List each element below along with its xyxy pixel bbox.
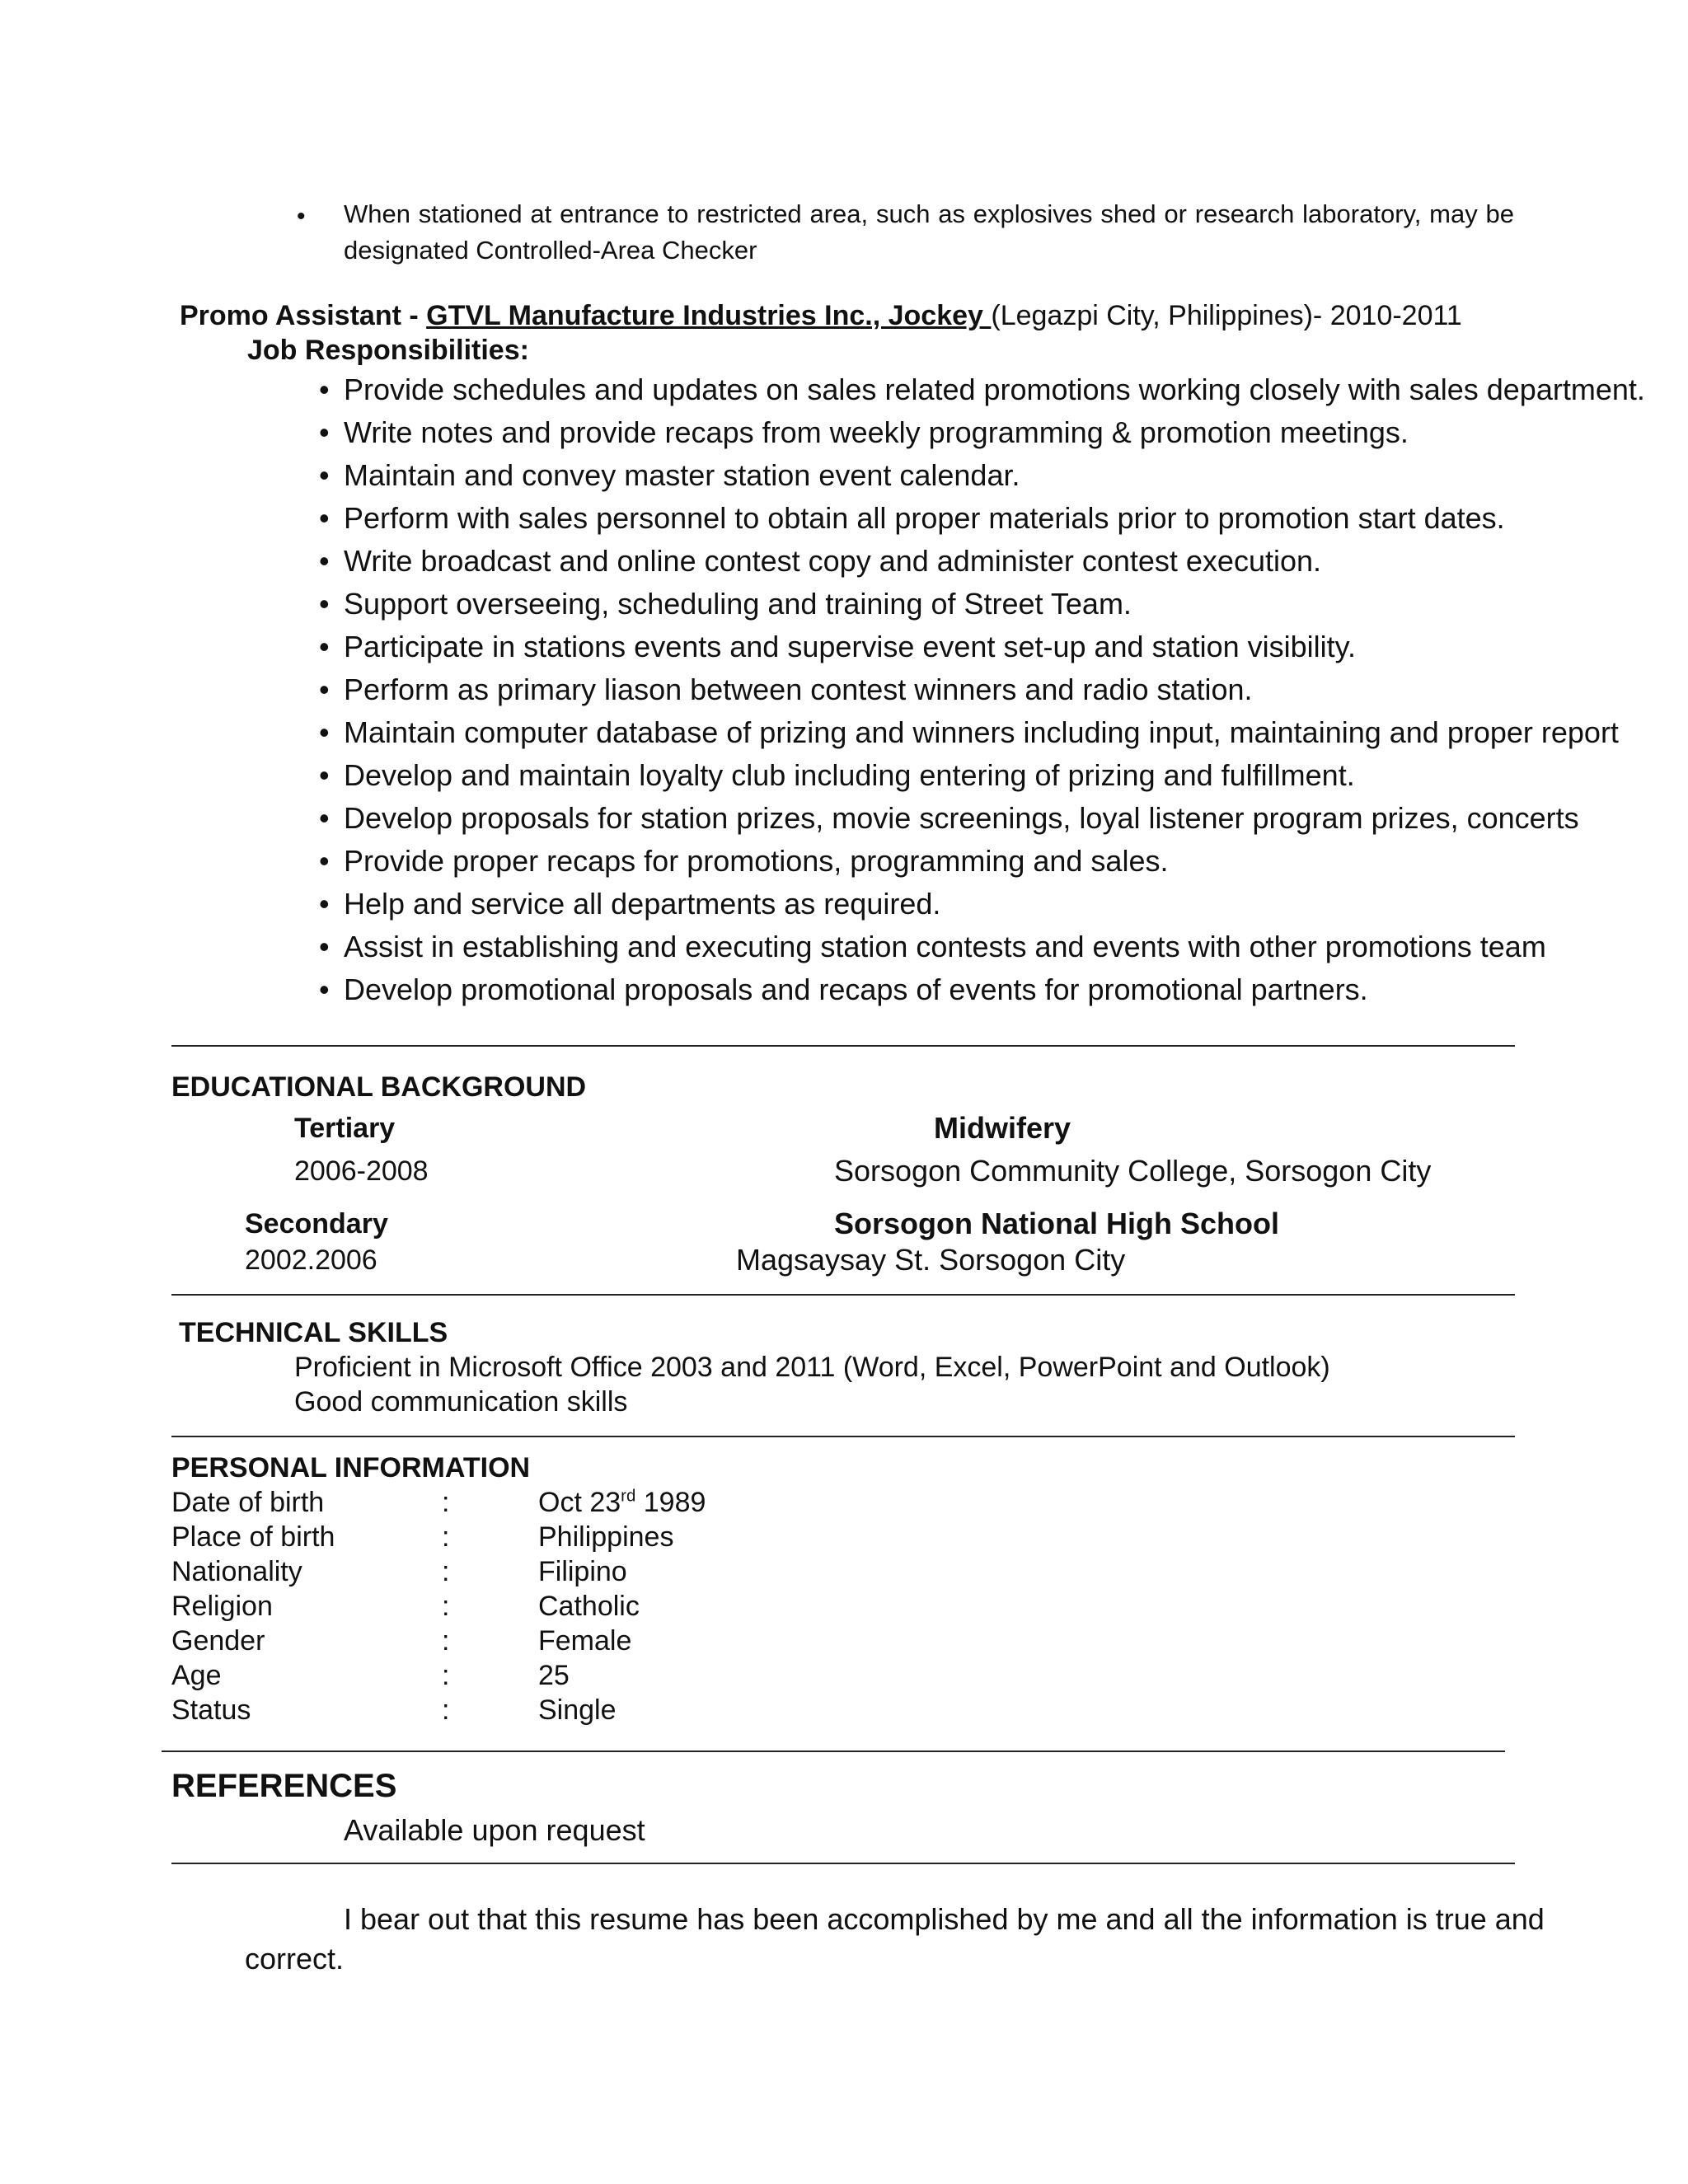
status-label: Status [171, 1694, 251, 1726]
list-item: • Perform with sales personnel to obtain all proper materials prior to promotion start dates. [319, 501, 1505, 535]
secondary-years: 2002.2006 [245, 1244, 377, 1276]
list-item: • Develop promotional proposals and recaps of events for promotional partners. [319, 972, 1368, 1006]
job-header [180, 300, 1462, 332]
personal-heading: PERSONAL INFORMATION [171, 1452, 531, 1483]
list-item: • Assist in establishing and executing station contests and events with other promotions team [319, 930, 1546, 963]
list-item: • Provide proper recaps for promotions, programming and sales. [319, 844, 1169, 878]
religion-value: Catholic [538, 1591, 640, 1622]
declaration-line-2: correct. [245, 1942, 345, 1975]
separator: : [442, 1521, 450, 1553]
bullet-dot: • [319, 715, 330, 749]
list-item: • Write broadcast and online contest copy and administer contest execution. [319, 544, 1322, 578]
job-title: Promo Assistant - [180, 300, 427, 331]
age-label: Age [171, 1660, 222, 1691]
list-item: • Develop and maintain loyalty club including entering of prizing and fulfillment. [319, 758, 1355, 792]
list-item: • Support overseeing, scheduling and training of Street Team. [319, 587, 1132, 621]
intro-bullet-text: When stationed at entrance to restricted area, such as explosives shed or research laboratory, may be designated Controlled-Area Checker [344, 199, 1514, 265]
age-value: 25 [538, 1660, 570, 1691]
divider [171, 1436, 1515, 1437]
bullet-dot: • [319, 415, 330, 449]
bullet-dot: • [319, 587, 330, 621]
bullet-dot: • [319, 844, 330, 878]
list-item: • Develop proposals for station prizes, movie screenings, loyal listener program prizes, concerts [319, 801, 1579, 835]
gender-value: Female [538, 1625, 632, 1657]
tertiary-school: Sorsogon Community College, Sorsogon City [834, 1154, 1432, 1188]
bullet-dot: • [319, 758, 330, 792]
nationality-label: Nationality [171, 1556, 302, 1587]
gender-label: Gender [171, 1625, 265, 1657]
bullet-dot: • [319, 501, 330, 535]
education-heading: EDUCATIONAL BACKGROUND [171, 1071, 587, 1103]
company-name: GTVL Manufacture Industries Inc., Jockey [426, 300, 992, 331]
divider [162, 1750, 1505, 1752]
bullet-dot: • [319, 544, 330, 578]
declaration-line-1: I bear out that this resume has been accomplished by me and all the information is true and [344, 1902, 1545, 1936]
bullet-dot: • [319, 673, 330, 706]
place-of-birth-label: Place of birth [171, 1521, 335, 1553]
divider [171, 1863, 1515, 1864]
status-value: Single [538, 1694, 617, 1726]
dob-label: Date of birth [171, 1487, 325, 1518]
separator: : [442, 1625, 450, 1657]
secondary-label: Secondary [245, 1208, 388, 1240]
references-heading: REFERENCES [171, 1768, 397, 1804]
tertiary-years: 2006-2008 [294, 1155, 429, 1187]
dob-value: Oct 23rd 1989 [538, 1487, 706, 1518]
bullet-dot: • [319, 930, 330, 963]
place-of-birth-value: Philippines [538, 1521, 674, 1553]
list-item: • Participate in stations events and supervise event set-up and station visibility. [319, 630, 1356, 663]
list-item: • Provide schedules and updates on sales related promotions working closely with sales department. [319, 373, 1645, 406]
bullet-dot: • [319, 972, 330, 1006]
separator: : [442, 1694, 450, 1726]
divider [171, 1294, 1515, 1296]
list-item: • Help and service all departments as required. [319, 887, 941, 921]
list-item: • Maintain computer database of prizing and winners including input, maintaining and proper report [319, 715, 1619, 749]
bullet-dot: • [319, 887, 330, 921]
nationality-value: Filipino [538, 1556, 627, 1587]
skills-heading: TECHNICAL SKILLS [179, 1317, 448, 1348]
skill-item: Proficient in Microsoft Office 2003 and 2011 (Word, Excel, PowerPoint and Outlook) [294, 1352, 1330, 1383]
responsibilities-heading: Job Responsibilities: [247, 335, 529, 366]
secondary-address: Magsaysay St. Sorsogon City [736, 1243, 1126, 1277]
bullet-dot: • [319, 801, 330, 835]
bullet-dot: • [319, 373, 330, 406]
tertiary-course: Midwifery [934, 1111, 1071, 1145]
divider [171, 1045, 1515, 1047]
list-item: • Write notes and provide recaps from weekly programming & promotion meetings. [319, 415, 1409, 449]
job-location-years: (Legazpi City, Philippines)- 2010-2011 [991, 300, 1462, 331]
separator: : [442, 1556, 450, 1587]
skill-item: Good communication skills [294, 1386, 628, 1418]
bullet-dot: • [319, 630, 330, 663]
separator: : [442, 1660, 450, 1691]
bullet-dot: • [319, 458, 330, 492]
list-item: • Perform as primary liason between contest winners and radio station. [319, 673, 1253, 706]
religion-label: Religion [171, 1591, 273, 1622]
bullet-dot: • [297, 203, 306, 230]
secondary-school: Sorsogon National High School [834, 1207, 1279, 1240]
tertiary-label: Tertiary [294, 1113, 396, 1144]
separator: : [442, 1487, 450, 1518]
list-item: • Maintain and convey master station event calendar. [319, 458, 1020, 492]
references-text: Available upon request [344, 1813, 645, 1847]
separator: : [442, 1591, 450, 1622]
